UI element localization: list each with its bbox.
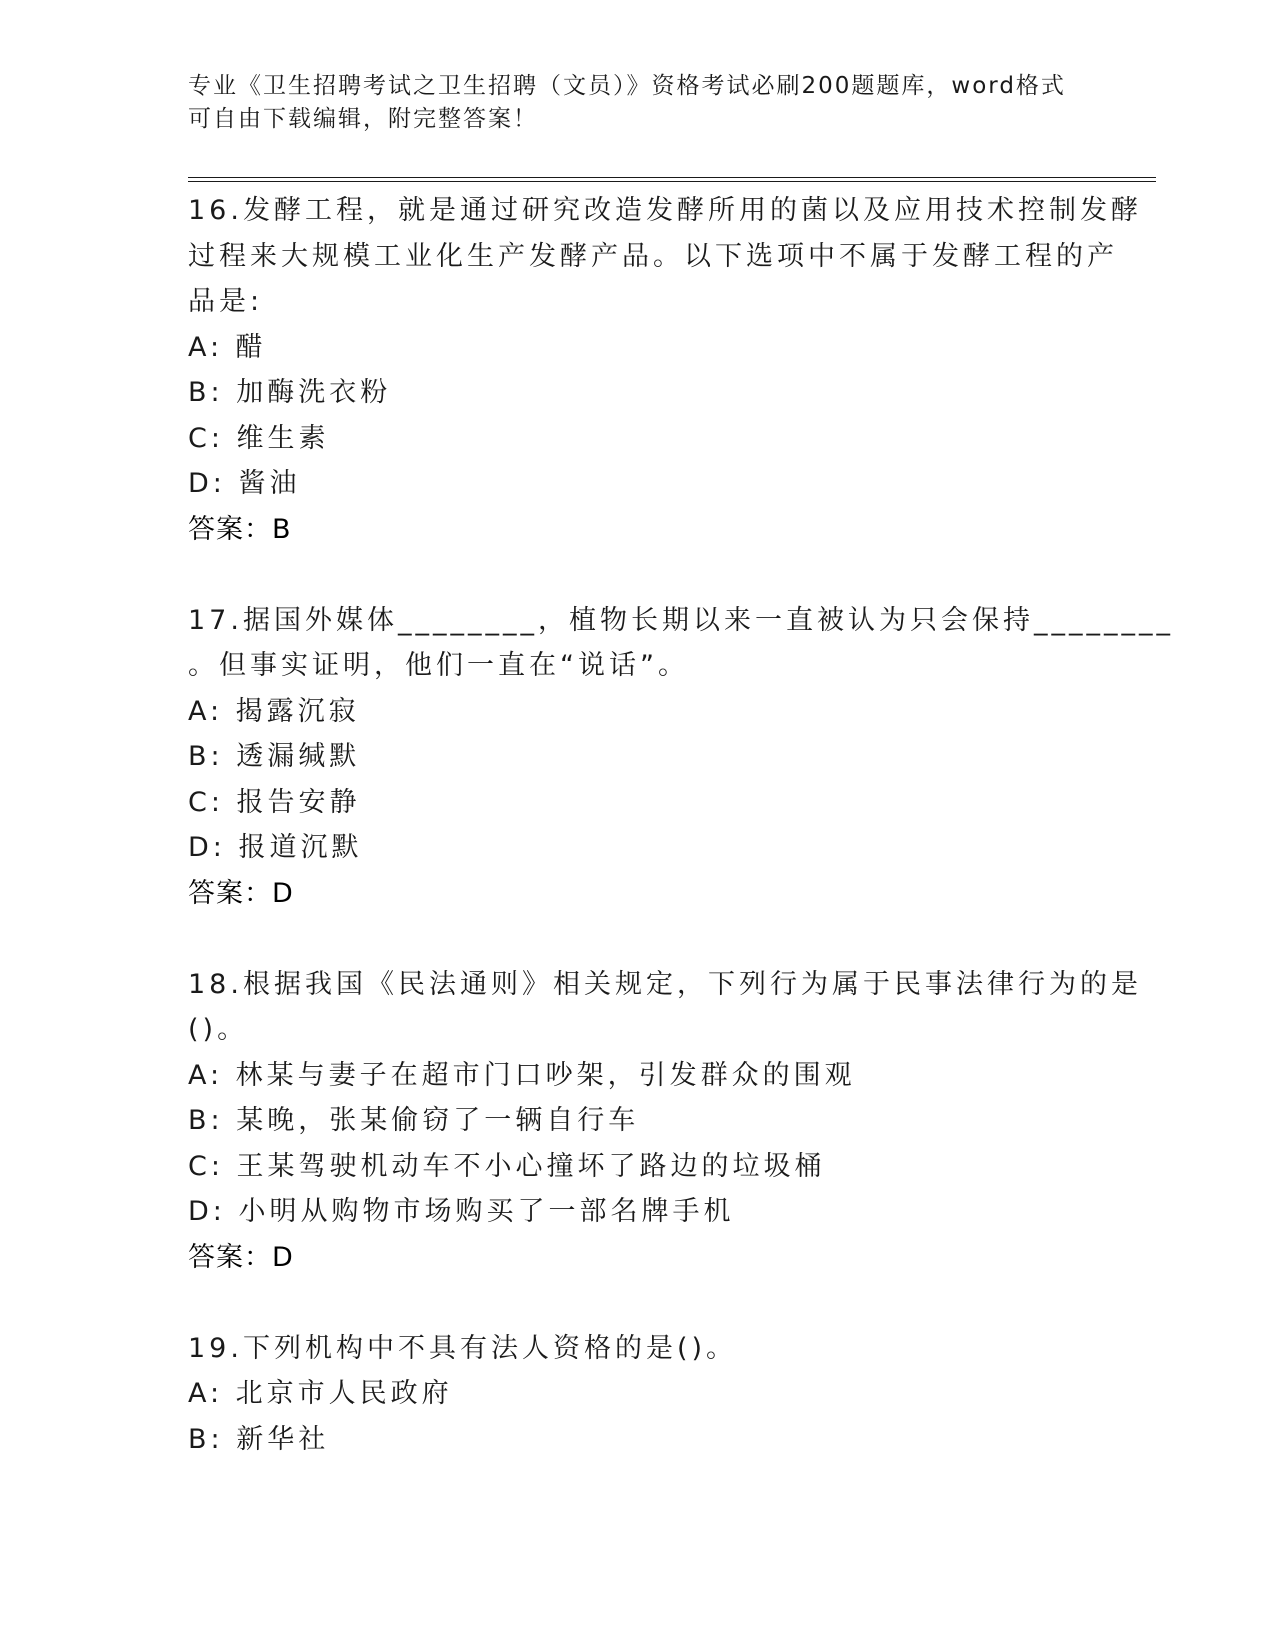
question-17	[188, 598, 1174, 917]
question-list	[188, 188, 1174, 1462]
question-19	[188, 1326, 1088, 1463]
option-c: C: 维生素	[188, 422, 330, 454]
header-line-2: 可自由下载编辑，附完整答案！	[188, 106, 538, 132]
option-a: A: 醋	[188, 331, 267, 363]
question-spacer	[188, 1280, 1088, 1326]
option-a: A: 揭露沉寂	[188, 695, 360, 727]
question-stem-line: 。但事实证明，他们一直在“说话”。	[188, 650, 689, 681]
answer-label: 答案：D	[188, 877, 294, 909]
header-divider-bottom	[188, 181, 1156, 182]
option-d: D: 报道沉默	[188, 832, 363, 863]
question-spacer	[188, 916, 1088, 962]
question-stem-line: ()。	[188, 1014, 249, 1045]
question-stem-line: 17.据国外媒体________，植物长期以来一直被认为只会保持________	[188, 604, 1174, 636]
question-stem-line: 19.下列机构中不具有法人资格的是()。	[188, 1332, 738, 1364]
option-b: B: 透漏缄默	[188, 741, 361, 772]
option-a: A: 北京市人民政府	[188, 1378, 453, 1409]
answer-label: 答案：B	[188, 513, 292, 545]
option-c: C: 报告安静	[188, 786, 361, 818]
answer-label: 答案：D	[188, 1241, 294, 1273]
question-18	[188, 962, 1142, 1281]
header-line-1: 专业《卫生招聘考试之卫生招聘（文员）》资格考试必刷200题题库，word格式	[188, 73, 1066, 99]
question-stem-line: 过程来大规模工业化生产发酵产品。以下选项中不属于发酵工程的产	[188, 240, 1118, 272]
question-stem-line: 16.发酵工程，就是通过研究改造发酵所用的菌以及应用技术控制发酵	[188, 195, 1142, 226]
question-stem-line: 18.根据我国《民法通则》相关规定，下列行为属于民事法律行为的是	[188, 968, 1142, 1000]
option-b: B: 加酶洗衣粉	[188, 377, 392, 408]
option-c: C: 王某驾驶机动车不小心撞坏了路边的垃圾桶	[188, 1150, 826, 1182]
option-d: D: 酱油	[188, 468, 301, 499]
header-divider-top	[188, 177, 1156, 178]
question-stem-line: 品是:	[188, 286, 264, 317]
option-b: B: 某晚，张某偷窃了一辆自行车	[188, 1105, 640, 1136]
question-16	[188, 188, 1142, 552]
option-d: D: 小明从购物市场购买了一部名牌手机	[188, 1196, 735, 1227]
option-a: A: 林某与妻子在超市门口吵架，引发群众的围观	[188, 1059, 856, 1091]
document-header	[188, 70, 1068, 136]
question-spacer	[188, 552, 1088, 598]
option-b: B: 新华社	[188, 1423, 330, 1455]
